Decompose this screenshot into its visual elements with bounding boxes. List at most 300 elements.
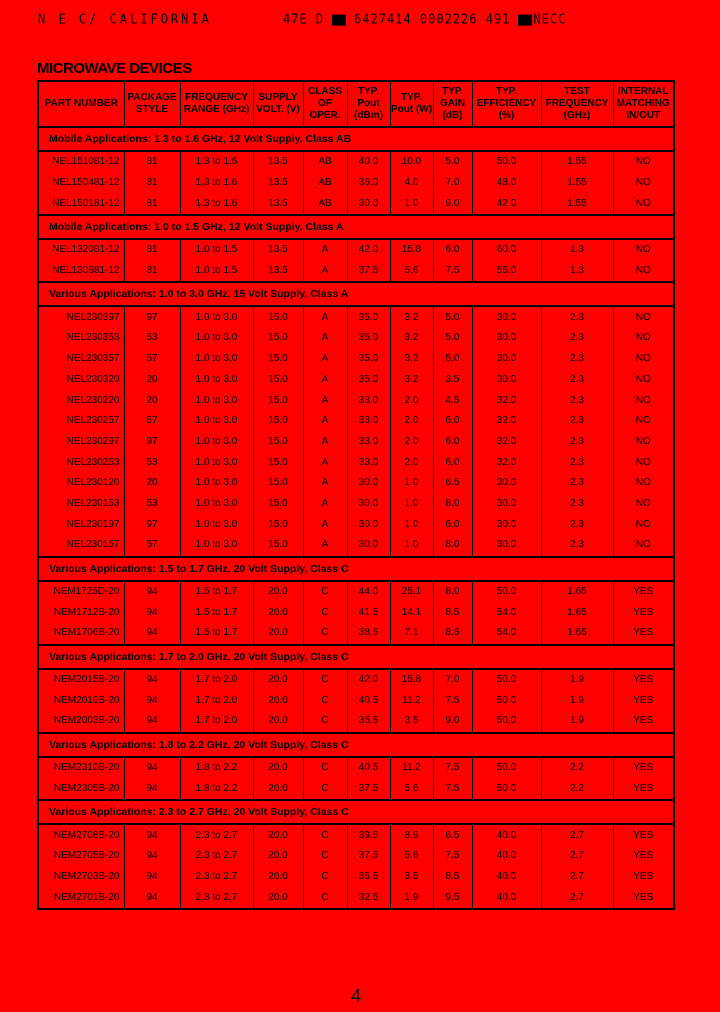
table-cell: 81 [124, 239, 180, 261]
table-cell: 2.7 [541, 824, 613, 846]
table-cell: 3.5 [390, 867, 433, 888]
table-cell: C [303, 867, 347, 888]
table-cell: 1.7 to 2.0 [180, 690, 253, 711]
table-row [38, 623, 674, 645]
table-cell: 1.65 [541, 581, 613, 603]
table-cell: 2.3 [541, 473, 613, 494]
table-cell: NO [613, 370, 674, 391]
table-cell: 97 [124, 514, 180, 535]
table-cell: A [303, 473, 347, 494]
table-cell: 30.0 [472, 328, 541, 349]
table-cell: 1.0 [390, 473, 433, 494]
table-cell: YES [613, 757, 674, 779]
table-cell: 14.1 [390, 602, 433, 623]
table-cell: 20.0 [253, 757, 303, 779]
table-cell: 41.5 [347, 602, 390, 623]
table-cell: A [303, 370, 347, 391]
table-cell: 13.5 [253, 261, 303, 283]
table-cell: 7.5 [433, 757, 472, 779]
table-cell: 7.0 [433, 669, 472, 691]
table-cell: 9.0 [433, 711, 472, 733]
table-cell: 36.0 [347, 173, 390, 194]
table-cell: 2.2 [541, 779, 613, 801]
part-number-cell: NEM2701B-20 [38, 887, 124, 909]
table-header-row [38, 81, 674, 127]
table-row [38, 473, 674, 494]
table-cell: 1.9 [541, 711, 613, 733]
table-cell: 20.0 [253, 779, 303, 801]
table-cell: 8.5 [433, 602, 472, 623]
part-number-cell: NEL230153 [38, 494, 124, 515]
table-cell: 94 [124, 690, 180, 711]
table-cell: 57 [124, 411, 180, 432]
table-row [38, 581, 674, 603]
table-cell: NO [613, 261, 674, 283]
table-cell: 20.0 [253, 846, 303, 867]
table-cell: 6.0 [433, 432, 472, 453]
table-cell: 2.7 [541, 867, 613, 888]
table-cell: C [303, 824, 347, 846]
table-cell: 2.3 to 2.7 [180, 824, 253, 846]
part-number-cell: NEL150481-12 [38, 173, 124, 194]
table-cell: 81 [124, 173, 180, 194]
table-cell: 5.6 [390, 261, 433, 283]
table-cell: 20.0 [253, 867, 303, 888]
table-row [38, 669, 674, 691]
table-cell: 1.7 to 2.0 [180, 711, 253, 733]
part-number-cell: NEL230320 [38, 370, 124, 391]
table-cell: 1.0 to 3.0 [180, 432, 253, 453]
table-cell: YES [613, 690, 674, 711]
table-cell: 1.3 to 1.6 [180, 173, 253, 194]
table-cell: 13.5 [253, 239, 303, 261]
part-number-cell: NEL150181-12 [38, 193, 124, 215]
table-cell: 15.8 [390, 239, 433, 261]
table-cell: 8.0 [433, 494, 472, 515]
table-cell: 1.7 to 2.0 [180, 669, 253, 691]
column-header: TEST FREQUENCY (GHz) [541, 81, 613, 127]
part-number-cell: NEM2708B-20 [38, 824, 124, 846]
table-cell: C [303, 669, 347, 691]
table-cell: 3.2 [390, 328, 433, 349]
table-cell: 1.9 [541, 669, 613, 691]
column-header: TYP. GAIN (dB) [433, 81, 472, 127]
table-cell: 1.0 to 1.5 [180, 261, 253, 283]
table-cell: 1.3 to 1.6 [180, 151, 253, 173]
table-cell: 40.0 [472, 867, 541, 888]
table-cell: 2.0 [390, 411, 433, 432]
scan-code-2: 6427414 0002226 491 [354, 11, 511, 27]
table-cell: 7.5 [433, 846, 472, 867]
table-cell: 6.0 [433, 239, 472, 261]
table-cell: NO [613, 473, 674, 494]
table-cell: A [303, 328, 347, 349]
table-cell: 60.0 [472, 239, 541, 261]
table-cell: 94 [124, 581, 180, 603]
table-cell: 5.6 [390, 779, 433, 801]
table-cell: YES [613, 779, 674, 801]
table-cell: 1.9 [541, 690, 613, 711]
part-number-cell: NEM2705B-20 [38, 846, 124, 867]
table-cell: 13.5 [253, 173, 303, 194]
table-cell: NO [613, 390, 674, 411]
section-title: Various Applications: 1.7 to 2.0 GHz, 20 Volt Supply, Class C [38, 645, 674, 669]
column-header: TYP. Pout (dBm) [347, 81, 390, 127]
table-cell: 40.5 [347, 757, 390, 779]
table-cell: 33.0 [347, 411, 390, 432]
table-cell: 11.2 [390, 690, 433, 711]
table-cell: 94 [124, 602, 180, 623]
table-cell: NO [613, 535, 674, 557]
table-cell: NO [613, 494, 674, 515]
table-cell: 6.0 [433, 411, 472, 432]
table-row [38, 328, 674, 349]
table-cell: 32.0 [472, 411, 541, 432]
table-row [38, 494, 674, 515]
table-cell: 30.0 [472, 494, 541, 515]
table-row [38, 867, 674, 888]
table-cell: 8.5 [433, 867, 472, 888]
table-cell: C [303, 757, 347, 779]
table-cell: 2.3 [541, 411, 613, 432]
table-cell: 4.5 [433, 390, 472, 411]
table-cell: 37.5 [347, 779, 390, 801]
table-cell: A [303, 452, 347, 473]
column-header: PART NUMBER [38, 81, 124, 127]
table-cell: 35.0 [347, 328, 390, 349]
table-cell: NO [613, 151, 674, 173]
table-row [38, 306, 674, 328]
table-cell: 20.0 [253, 581, 303, 603]
table-cell: 5.0 [433, 349, 472, 370]
table-cell: YES [613, 887, 674, 909]
table-cell: NO [613, 452, 674, 473]
table-row [38, 757, 674, 779]
table-cell: 94 [124, 867, 180, 888]
table-cell: 40.0 [472, 824, 541, 846]
table-cell: YES [613, 711, 674, 733]
table-cell: A [303, 261, 347, 283]
section-title: Various Applications: 1.0 to 3.0 GHz, 15 Volt Supply, Class A [38, 282, 674, 306]
table-cell: 15.0 [253, 473, 303, 494]
table-cell: 53 [124, 328, 180, 349]
table-cell: 33.0 [347, 390, 390, 411]
part-number-cell: NEL230197 [38, 514, 124, 535]
table-cell: 54.0 [472, 602, 541, 623]
table-cell: YES [613, 602, 674, 623]
table-cell: C [303, 623, 347, 645]
table-cell: 1.3 [541, 261, 613, 283]
table-cell: 94 [124, 623, 180, 645]
table-cell: 6.0 [433, 452, 472, 473]
part-number-cell: NEL230120 [38, 473, 124, 494]
table-cell: 1.9 [390, 887, 433, 909]
table-cell: 1.5 to 1.7 [180, 623, 253, 645]
table-cell: 13.5 [253, 193, 303, 215]
section-title: Mobile Applications: 1.0 to 1.5 GHz, 12 Volt Supply, Class A [38, 215, 674, 239]
table-cell: NO [613, 328, 674, 349]
part-number-cell: NEL230257 [38, 411, 124, 432]
part-number-cell: NEM2015B-20 [38, 669, 124, 691]
table-row [38, 452, 674, 473]
table-row [38, 261, 674, 283]
table-cell: 5.6 [390, 846, 433, 867]
table-row [38, 887, 674, 909]
table-cell: 32.0 [472, 432, 541, 453]
table-cell: 3.5 [390, 711, 433, 733]
table-row [38, 349, 674, 370]
table-cell: 13.5 [253, 151, 303, 173]
part-number-cell: NEM2703B-20 [38, 867, 124, 888]
table-cell: 15.0 [253, 328, 303, 349]
table-cell: 81 [124, 193, 180, 215]
part-number-cell: NEL230253 [38, 452, 124, 473]
table-cell: 2.0 [390, 390, 433, 411]
table-row [38, 846, 674, 867]
table-cell: 1.0 to 3.0 [180, 328, 253, 349]
table-cell: 1.0 [390, 494, 433, 515]
table-cell: 44.0 [347, 581, 390, 603]
table-cell: 20.0 [253, 669, 303, 691]
part-number-cell: NEL230397 [38, 306, 124, 328]
table-cell: 9.5 [433, 887, 472, 909]
section-header-row [38, 282, 674, 306]
microwave-devices-table [37, 80, 675, 910]
part-number-cell: NEL230157 [38, 535, 124, 557]
table-cell: 15.0 [253, 494, 303, 515]
section-header-row [38, 215, 674, 239]
table-cell: 2.3 [541, 328, 613, 349]
part-number-cell: NEL230357 [38, 349, 124, 370]
table-row [38, 779, 674, 801]
table-cell: 50.0 [472, 711, 541, 733]
table-cell: 37.5 [347, 846, 390, 867]
table-cell: 2.3 [541, 390, 613, 411]
table-cell: 1.0 to 3.0 [180, 349, 253, 370]
table-cell: 2.3 [541, 514, 613, 535]
table-cell: 3.2 [390, 349, 433, 370]
table-cell: 8.9 [390, 824, 433, 846]
table-cell: 1.55 [541, 151, 613, 173]
table-cell: A [303, 306, 347, 328]
table-cell: 2.3 to 2.7 [180, 887, 253, 909]
part-number-cell: NEM2010B-20 [38, 690, 124, 711]
section-title: Various Applications: 1.8 to 2.2 GHz, 20 Volt Supply, Class C [38, 733, 674, 757]
scan-header-left: N E C/ CALIFORNIA [38, 11, 212, 27]
table-cell: 6.5 [433, 824, 472, 846]
page-title: MICROWAVE DEVICES [37, 60, 192, 77]
table-cell: NO [613, 349, 674, 370]
table-cell: 50.0 [472, 669, 541, 691]
table-cell: 1.3 [541, 239, 613, 261]
table-cell: 8.0 [433, 535, 472, 557]
table-cell: 42.0 [347, 669, 390, 691]
table-cell: C [303, 581, 347, 603]
table-row [38, 239, 674, 261]
table-cell: 1.0 to 3.0 [180, 473, 253, 494]
table-cell: 1.0 to 1.5 [180, 239, 253, 261]
table-cell: 5.0 [433, 328, 472, 349]
section-header-row [38, 645, 674, 669]
table-cell: 15.0 [253, 411, 303, 432]
black-block-mark [518, 14, 532, 25]
table-cell: 48.0 [472, 173, 541, 194]
part-number-cell: NEL132081-12 [38, 239, 124, 261]
section-header-row [38, 127, 674, 151]
table-cell: 2.3 [541, 494, 613, 515]
table-cell: 11.2 [390, 757, 433, 779]
table-cell: 20.0 [253, 711, 303, 733]
table-cell: 53 [124, 452, 180, 473]
table-cell: 35.0 [347, 370, 390, 391]
table-row [38, 411, 674, 432]
table-cell: 2.2 [541, 757, 613, 779]
section-header-row [38, 800, 674, 824]
section-title: Mobile Applications: 1.3 to 1.6 GHz, 12 Volt Supply, Class AB [38, 127, 674, 151]
table-cell: 5.0 [433, 151, 472, 173]
table-row [38, 370, 674, 391]
table-cell: 20.0 [253, 690, 303, 711]
table-cell: 8.0 [433, 581, 472, 603]
table-cell: A [303, 239, 347, 261]
table-cell: 20 [124, 370, 180, 391]
table-cell: AB [303, 173, 347, 194]
table-cell: 33.0 [347, 452, 390, 473]
table-cell: 2.3 [541, 306, 613, 328]
table-cell: 20.0 [253, 887, 303, 909]
table-row [38, 711, 674, 733]
table-cell: 15.0 [253, 514, 303, 535]
table-cell: YES [613, 846, 674, 867]
table-cell: 20.0 [253, 824, 303, 846]
table-cell: 1.5 to 1.7 [180, 581, 253, 603]
table-cell: 40.5 [347, 690, 390, 711]
table-cell: 50.0 [472, 151, 541, 173]
table-cell: 1.0 to 3.0 [180, 306, 253, 328]
table-cell: 1.0 to 3.0 [180, 370, 253, 391]
section-header-row [38, 733, 674, 757]
table-cell: 30.0 [472, 370, 541, 391]
table-row [38, 151, 674, 173]
column-header: FREQUENCY RANGE (GHz) [180, 81, 253, 127]
page-number: 4 [351, 986, 362, 1006]
table-cell: 2.0 [390, 432, 433, 453]
scan-code-1: 47E D [283, 11, 325, 27]
table-cell: 50.0 [472, 690, 541, 711]
table-cell: 5.0 [433, 306, 472, 328]
part-number-cell: NEL130681-12 [38, 261, 124, 283]
section-header-row [38, 557, 674, 581]
table-cell: 50.0 [472, 757, 541, 779]
table-cell: 37.5 [347, 261, 390, 283]
table-cell: 30.0 [472, 514, 541, 535]
table-cell: 20 [124, 390, 180, 411]
table-cell: 1.0 [390, 514, 433, 535]
table-row [38, 390, 674, 411]
table-cell: 1.3 to 1.6 [180, 193, 253, 215]
table-cell: 6.5 [433, 473, 472, 494]
table-cell: 1.65 [541, 602, 613, 623]
table-row [38, 193, 674, 215]
table-cell: 20.0 [253, 602, 303, 623]
table-cell: 20 [124, 473, 180, 494]
table-row [38, 690, 674, 711]
table-cell: 97 [124, 306, 180, 328]
table-cell: C [303, 602, 347, 623]
table-cell: 2.7 [541, 887, 613, 909]
table-cell: 15.8 [390, 669, 433, 691]
scan-code-3: NECC [533, 11, 567, 27]
table-cell: 42.0 [472, 193, 541, 215]
table-cell: NO [613, 306, 674, 328]
table-cell: 30.0 [347, 473, 390, 494]
table-cell: 15.0 [253, 432, 303, 453]
table-cell: 94 [124, 887, 180, 909]
table-cell: 15.0 [253, 390, 303, 411]
table-cell: 1.0 to 3.0 [180, 452, 253, 473]
table-cell: 1.0 to 3.0 [180, 535, 253, 557]
table-cell: 30.0 [347, 494, 390, 515]
table-cell: NO [613, 411, 674, 432]
table-cell: 35.0 [347, 306, 390, 328]
table-body [38, 127, 674, 909]
table-cell: 25.1 [390, 581, 433, 603]
table-cell: 57 [124, 349, 180, 370]
table-cell: 2.3 to 2.7 [180, 846, 253, 867]
table-row [38, 173, 674, 194]
table-cell: 1.0 [390, 535, 433, 557]
column-header: PACKAGE STYLE [124, 81, 180, 127]
table-cell: 15.0 [253, 370, 303, 391]
part-number-cell: NEM2305B-20 [38, 779, 124, 801]
part-number-cell: NEM2310B-20 [38, 757, 124, 779]
column-header: INTERNAL MATCHING IN/OUT [613, 81, 674, 127]
table-cell: A [303, 535, 347, 557]
table-cell: 32.5 [347, 887, 390, 909]
table-cell: NO [613, 173, 674, 194]
table-cell: 94 [124, 711, 180, 733]
column-header: TYP. EFFICIENCY (%) [472, 81, 541, 127]
table-cell: 81 [124, 151, 180, 173]
column-header: SUPPLY VOLT. (V) [253, 81, 303, 127]
table-cell: 7.0 [433, 173, 472, 194]
table-cell: 7.5 [433, 690, 472, 711]
table-cell: 32.0 [472, 390, 541, 411]
table-cell: 30.0 [347, 193, 390, 215]
table-cell: 97 [124, 432, 180, 453]
table-cell: 1.5 to 1.7 [180, 602, 253, 623]
black-block-mark [332, 14, 346, 25]
table-cell: 2.3 [541, 452, 613, 473]
table-cell: 1.0 to 3.0 [180, 411, 253, 432]
table-cell: 55.0 [472, 261, 541, 283]
table-cell: 2.0 [390, 452, 433, 473]
table-cell: 2.3 [541, 370, 613, 391]
table-cell: C [303, 887, 347, 909]
table-cell: 1.8 to 2.2 [180, 779, 253, 801]
table-cell: 15.0 [253, 535, 303, 557]
table-cell: 15.0 [253, 306, 303, 328]
table-cell: 2.3 [541, 349, 613, 370]
part-number-cell: NEM2003B-20 [38, 711, 124, 733]
table-row [38, 432, 674, 453]
table-cell: 33.0 [347, 432, 390, 453]
table-cell: 8.5 [433, 623, 472, 645]
table-cell: 81 [124, 261, 180, 283]
table-cell: A [303, 411, 347, 432]
table-cell: A [303, 390, 347, 411]
table-cell: 15.0 [253, 452, 303, 473]
